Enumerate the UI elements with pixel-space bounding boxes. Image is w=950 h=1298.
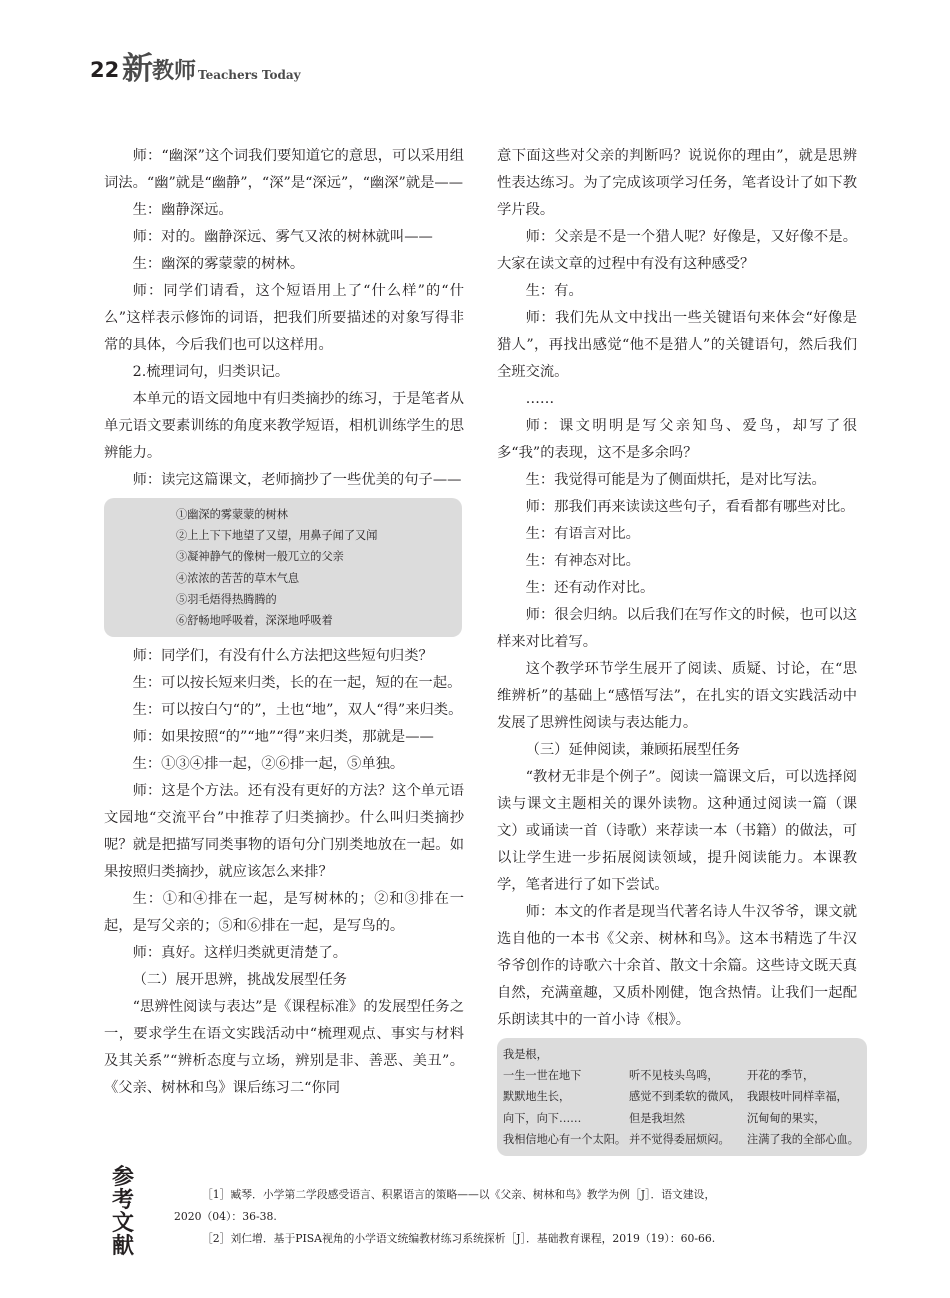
poem-line: 一生一世在地下 [503,1069,582,1083]
paragraph: 师：同学们，有没有什么方法把这些短句归类？ [132,648,433,665]
paragraph: 师：真好。这样归类就更清楚了。 [132,945,348,962]
page-header [82,52,342,88]
references-list [174,1184,864,1250]
phrase-item: ⑤羽毛焐得热腾腾的 [176,592,277,606]
paragraph: 生：可以按白勺“的”，土也“地”，双人“得”来归类。 [132,702,463,719]
poem-line: 注满了我的全部心血。 [747,1132,859,1146]
paragraph: 这个教学环节学生展开了阅读、质疑、讨论，在“思维辨析”的基础上“感悟写法”，在扎实的语文实践活动中发展了思辨性阅读与表达能力。 [497,661,857,731]
poem-line: 向下，向下…… [503,1111,582,1125]
poem-line: 并不觉得委屈烦闷。 [629,1132,730,1146]
paragraph: 生：幽深的雾蒙蒙的树林。 [132,256,305,272]
poem-line: 听不见枝头鸟鸣， [629,1069,719,1083]
paragraph: 师：对的。幽静深远、雾气又浓的树林就叫—— [132,229,433,245]
ellipsis: …… [525,391,555,407]
paragraph: 生：还有动作对比。 [525,580,655,596]
reference-item-continued: 2020（04）：36-38. [174,1210,277,1223]
poem-line: 但是我坦然 [629,1111,685,1125]
paragraph: 生：可以按长短来归类，长的在一起，短的在一起。 [132,675,462,692]
references-label-char: 参 [112,1165,135,1190]
paragraph: “思辨性阅读与表达”是《课程标准》的发展型任务之一，要求学生在语文实践活动中“梳理观点、事实与材料及其关系”“辨析态度与立场，辨别是非、善恶、美丑”。《父亲、树林和鸟》课后练习二“你同 [104,999,464,1097]
poem-line: 我相信地心有一个太阳。 [503,1132,627,1146]
page-number: 22 [90,58,120,82]
section-heading: 2.梳理词句，归类识记。 [132,364,290,380]
poem-box [497,1038,867,1156]
poem-row [503,1086,867,1107]
references-label [112,1166,142,1258]
poem-row [503,1065,867,1086]
poem-line: 默默地生长， [503,1090,571,1104]
paragraph: 师：课文明明是写父亲知鸟、爱鸟，却写了很多“我”的表现，这不是多余吗？ [497,418,857,461]
phrase-item: ①幽深的雾蒙蒙的树林 [176,508,288,521]
reference-item: ［2］刘仁增．基于PISA视角的小学语文统编教材练习系统探析［J］．基础教育课程，2019（19）：60-66. [202,1232,716,1245]
right-column [497,143,857,1162]
paragraph: 生：有神态对比。 [525,553,640,569]
references-label-char: 考 [112,1188,135,1213]
phrase-item: ②上上下下地望了又望，用鼻子闻了又闻 [176,529,378,543]
references-label-char: 献 [112,1234,135,1259]
paragraph: “教材无非是个例子”。阅读一篇课文后，可以选择阅读与课文主题相关的课外读物。这种通过阅读一篇（课文）或诵读一首（诗歌）来荐读一本（书籍）的做法，可以让学生进一步拓展阅读领域，提升阅读能力。本课教学，笔者进行了如下尝试。 [497,769,857,893]
logo-xin: 新 [122,51,152,87]
logo-jiaoshi: 教师 [152,59,197,84]
paragraph: 生：①和④排在一起，是写树林的；②和③排在一起，是写父亲的；⑤和⑥排在一起，是写鸟的。 [104,891,464,935]
paragraph: 师：我们先从文中找出一些关键语句来体会“好像是猎人”，再找出感觉“他不是猎人”的关键语句，然后我们全班交流。 [497,310,857,380]
paragraph: 师：“幽深”这个词我们要知道它的意思，可以采用组词法。“幽”就是“幽静”，“深”是“深远”，“幽深”就是—— [104,148,464,191]
paragraph: 生：有语言对比。 [525,526,640,542]
phrase-item: ③凝神静气的像树一般兀立的父亲 [176,550,344,564]
poem-row [503,1129,867,1150]
paragraph: 师：本文的作者是现当代著名诗人牛汉爷爷，课文就选自他的一本书《父亲、树林和鸟》。这本书精选了牛汉爷爷创作的诗歌六十余首、散文十余篇。这些诗文既天真自然，充满童趣，又质朴刚健，饱含热情。让我们一起配乐朗读其中的一首小诗《根》。 [497,904,857,1028]
poem-first-line: 我是根， [503,1048,548,1061]
paragraph: 意下面这些对父亲的判断吗？说说你的理由”，就是思辨性表达练习。为了完成该项学习任务，笔者设计了如下教学片段。 [497,148,857,218]
section-heading: （三）延伸阅读，兼顾拓展型任务 [525,742,741,758]
phrase-box [104,498,462,637]
paragraph: 师：父亲是不是一个猎人呢？好像是，又好像不是。大家在读文章的过程中有没有这种感受？ [497,229,857,272]
journal-logo [122,52,372,86]
paragraph: 师：这是个方法。还有没有更好的方法？这个单元语文园地“交流平台”中推荐了归类摘抄。什么叫归类摘抄呢？就是把描写同类事物的语句分门别类地放在一起。如果按照归类摘抄，就应该怎么来排？ [104,783,464,881]
paragraph: 生：①③④排一起，②⑥排一起，⑤单独。 [132,756,405,773]
left-column [104,143,464,1102]
section-heading: （二）展开思辨，挑战发展型任务 [132,972,348,989]
phrase-item: ④浓浓的苦苦的草木气息 [176,571,300,585]
poem-line: 沉甸甸的果实， [747,1111,826,1125]
paragraph: 师：同学们请看，这个短语用上了“什么样”的“什么”这样表示修饰的词语，把我们所要描述的对象写得非常的具体，今后我们也可以这样用。 [104,283,464,353]
poem-line: 开花的季节， [747,1069,815,1083]
reference-item: ［1］臧琴．小学第二学段感受语言、积累语言的策略——以《父亲、树林和鸟》教学为例［J］．语文建设， [202,1188,716,1201]
paragraph: 生：有。 [525,283,583,299]
poem-row [503,1108,867,1129]
references-label-char: 文 [112,1211,135,1236]
paragraph: 师：那我们再来读读这些句子，看看都有哪些对比。 [525,499,855,515]
paragraph: 本单元的语文园地中有归类摘抄的练习，于是笔者从单元语文要素训练的角度来教学短语，相机训练学生的思辨能力。 [104,391,464,461]
poem-line: 我跟枝叶同样幸福， [747,1090,848,1104]
paragraph: 生：幽静深远。 [132,202,233,218]
paragraph: 师：如果按照“的”“地”“得”来归类，那就是—— [132,729,434,746]
paragraph: 生：我觉得可能是为了侧面烘托，是对比写法。 [525,472,826,488]
paragraph: 师：很会归纳。以后我们在写作文的时候，也可以这样来对比着写。 [497,607,857,650]
poem-line: 感觉不到柔软的微风， [629,1090,741,1104]
paragraph: 师：读完这篇课文，老师摘抄了一些优美的句子—— [132,472,462,488]
phrase-item: ⑥舒畅地呼吸着，深深地呼吸着 [176,614,333,628]
logo-english: Teachers Today [198,68,301,82]
